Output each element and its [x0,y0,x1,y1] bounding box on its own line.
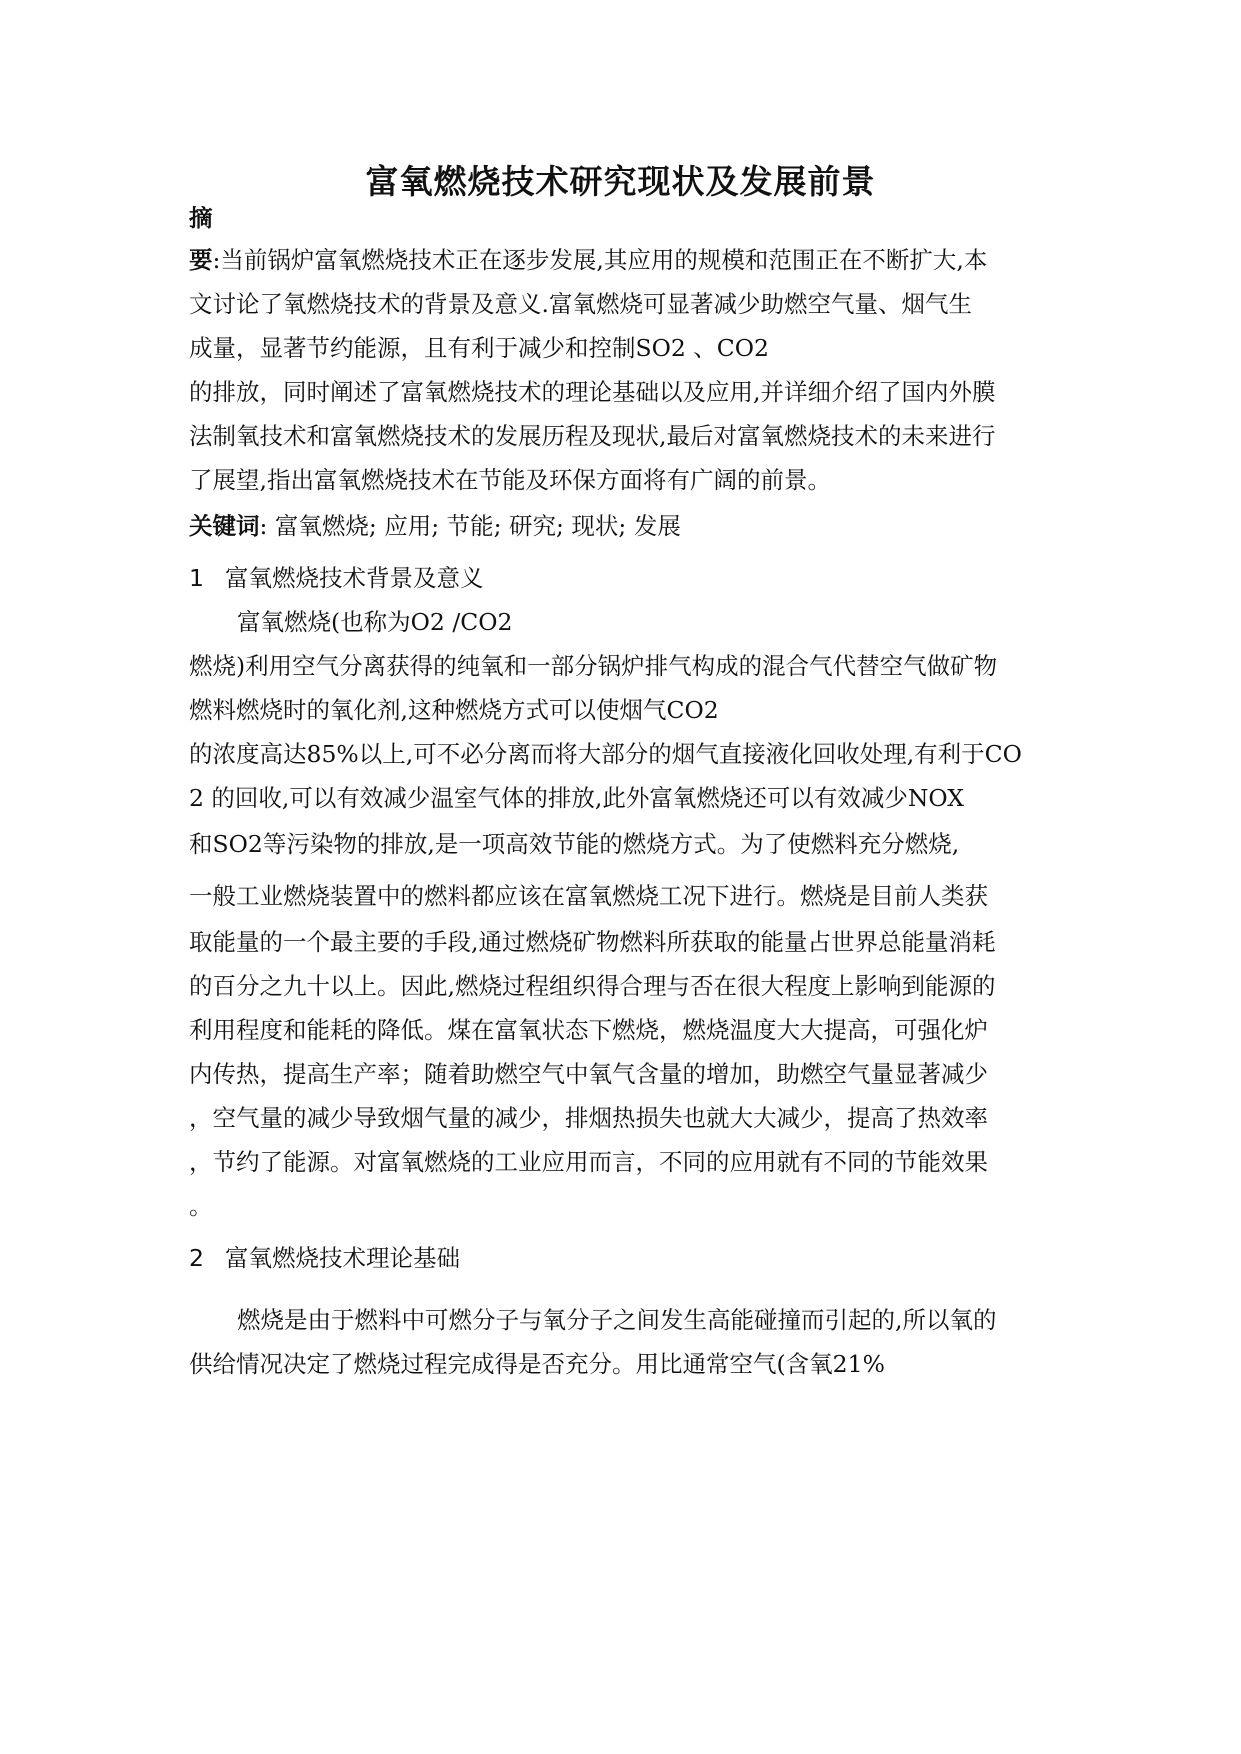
section-1-line-8: 取能量的一个最主要的手段,通过燃烧矿物燃料所获取的能量占世界总能量消耗 [189,928,996,956]
document-title: 富氧燃烧技术研究现状及发展前景 [365,162,876,201]
section-1-line-11: 内传热，提高生产率；随着助燃空气中氧气含量的增加，助燃空气量显著减少 [189,1060,988,1088]
section-1-line-4: 的浓度高达85%以上,可不必分离而将大部分的烟气直接液化回收处理,有利于CO [189,740,1022,768]
abstract-line-3: 成量，显著节约能源，且有利于减少和控制SO2 、CO2 [189,334,769,362]
abstract-text: :当前锅炉富氧燃烧技术正在逐步发展,其应用的规模和范围正在不断扩大,本 [212,246,988,274]
abstract-line-5: 法制氧技术和富氧燃烧技术的发展历程及现状,最后对富氧燃烧技术的未来进行 [189,422,996,450]
keywords-label: 关键词 [189,512,260,540]
section-1-line-14: 。 [189,1192,213,1220]
section-1-line-5: 2 的回收,可以有效减少温室气体的排放,此外富氧燃烧还可以有效减少NOX [189,784,965,812]
section-1-line-9: 的百分之九十以上。因此,燃烧过程组织得合理与否在很大程度上影响到能源的 [189,972,996,1000]
abstract-line-2: 文讨论了氧燃烧技术的背景及意义.富氧燃烧可显著减少助燃空气量、烟气生 [189,290,972,318]
section-1-line-7: 一般工业燃烧装置中的燃料都应该在富氧燃烧工况下进行。燃烧是目前人类获 [189,882,988,910]
section-1-line-13: ，节约了能源。对富氧燃烧的工业应用而言，不同的应用就有不同的节能效果 [189,1148,988,1176]
section-2-title: 富氧燃烧技术理论基础 [225,1244,460,1272]
abstract-label-part1: 摘 [189,204,213,232]
section-1-line-3: 燃料燃烧时的氧化剂,这种燃烧方式可以使烟气CO2 [189,696,719,724]
abstract-line-6: 了展望,指出富氧燃烧技术在节能及环保方面将有广阔的前景。 [189,466,831,494]
keywords-line [189,508,1059,544]
keywords-text: : 富氧燃烧; 应用; 节能; 研究; 现状; 发展 [259,512,681,540]
section-2-line-2: 供给情况决定了燃烧过程完成得是否充分。用比通常空气(含氧21% [189,1350,885,1378]
section-1-heading [189,560,484,596]
abstract-line-4: 的排放，同时阐述了富氧燃烧技术的理论基础以及应用,并详细介绍了国内外膜 [189,378,996,406]
abstract-line-1 [189,242,1059,278]
section-1-line-10: 利用程度和能耗的降低。煤在富氧状态下燃烧，燃烧温度大大提高，可强化炉 [189,1016,988,1044]
section-1-number: 1 [189,564,204,592]
section-1-line-1: 富氧燃烧(也称为O2 /CO2 [237,608,513,636]
section-2-heading [189,1240,460,1276]
section-1-line-12: ，空气量的减少导致烟气量的减少，排烟热损失也就大大减少，提高了热效率 [189,1104,988,1132]
section-1-title: 富氧燃烧技术背景及意义 [225,564,484,592]
section-2-line-1: 燃烧是由于燃料中可燃分子与氧分子之间发生高能碰撞而引起的,所以氧的 [237,1306,997,1334]
section-2-number: 2 [189,1244,204,1272]
section-1-line-6: 和SO2等污染物的排放,是一项高效节能的燃烧方式。为了使燃料充分燃烧, [189,830,960,858]
abstract-label-part2: 要 [189,246,213,274]
section-1-line-2: 燃烧)利用空气分离获得的纯氧和一部分锅炉排气构成的混合气代替空气做矿物 [189,652,998,680]
